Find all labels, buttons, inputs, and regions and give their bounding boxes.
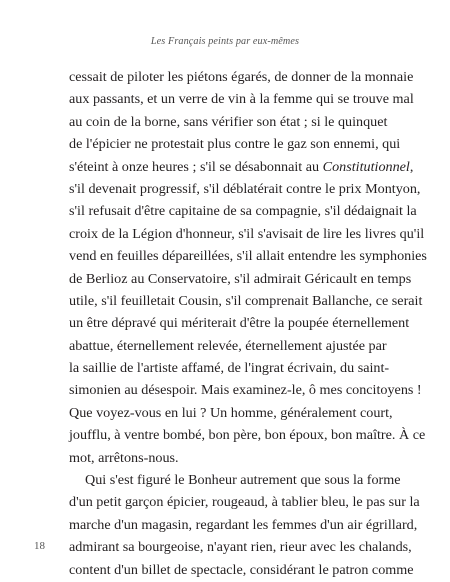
text-line: marche d'un magasin, regardant les femmes d'un air égrillard, — [69, 516, 418, 533]
text-line: un être dépravé qui mériterait d'être la poupée éternellement — [69, 315, 410, 332]
text-line: mot, arrêtons-nous. — [69, 449, 179, 466]
text-line: Qui s'est figuré le Bonheur autrement que sous la forme — [85, 472, 401, 489]
text-line: d'un petit garçon épicier, rougeaud, à tablier bleu, le pas sur la — [69, 494, 420, 511]
text-line: utile, s'il feuilletait Cousin, s'il comprenait Ballanche, ce serait — [69, 292, 423, 309]
paragraph-2 — [69, 469, 420, 581]
text-line: s'il devenait progressif, s'il déblatérait contre le prix Montyon, — [69, 180, 421, 197]
text-line: la saillie de l'artiste affamé, de l'ingrat écrivain, du saint- — [69, 360, 390, 377]
running-head: Les Français peints par eux-mêmes — [150, 36, 300, 47]
text-line: de l'épicier ne protestait plus contre le gaz son ennemi, qui — [69, 136, 401, 153]
text-span: , — [409, 158, 414, 175]
text-line: s'il refusait d'être capitaine de sa compagnie, s'il dédaignait la — [69, 203, 417, 220]
text-line: de Berlioz au Conservatoire, s'il admirait Géricault en temps — [69, 270, 412, 287]
text-line: Que voyez-vous en lui ? Un homme, généralement court, — [69, 404, 393, 421]
text-line: aux passants, et un verre de vin à la femme qui se trouve mal — [69, 91, 414, 108]
text-line: cessait de piloter les piétons égarés, de donner de la monnaie — [69, 69, 414, 85]
text-line: joufflu, à ventre bombé, bon père, bon époux, bon maître. À ce — [69, 427, 426, 444]
text-line: content d'un billet de spectacle, considérant le patron comme — [69, 561, 414, 578]
text-line: au coin de la borne, sans vérifier son état ; si le quinquet — [69, 113, 388, 130]
text-line — [69, 156, 414, 178]
text-line: croix de la Légion d'honneur, s'il s'avisait de lire les livres qu'il — [69, 225, 425, 242]
page-number: 18 — [34, 540, 45, 552]
text-span: s'éteint à onze heures ; s'il se désabonnait au — [69, 158, 323, 175]
paragraph-1 — [69, 66, 427, 469]
italic-title: Constitutionnel — [322, 158, 410, 175]
text-line: vend en feuilles dépareillées, s'il allait entendre les symphonies — [69, 248, 427, 265]
text-line: simonien au désespoir. Mais examinez-le, ô mes concitoyens ! — [69, 382, 422, 399]
body-text — [69, 66, 427, 581]
text-line: abattue, éternellement relevée, éternellement ajustée par — [69, 337, 387, 354]
text-line: admirant sa bourgeoise, n'ayant rien, rieur avec les chalands, — [69, 539, 412, 556]
